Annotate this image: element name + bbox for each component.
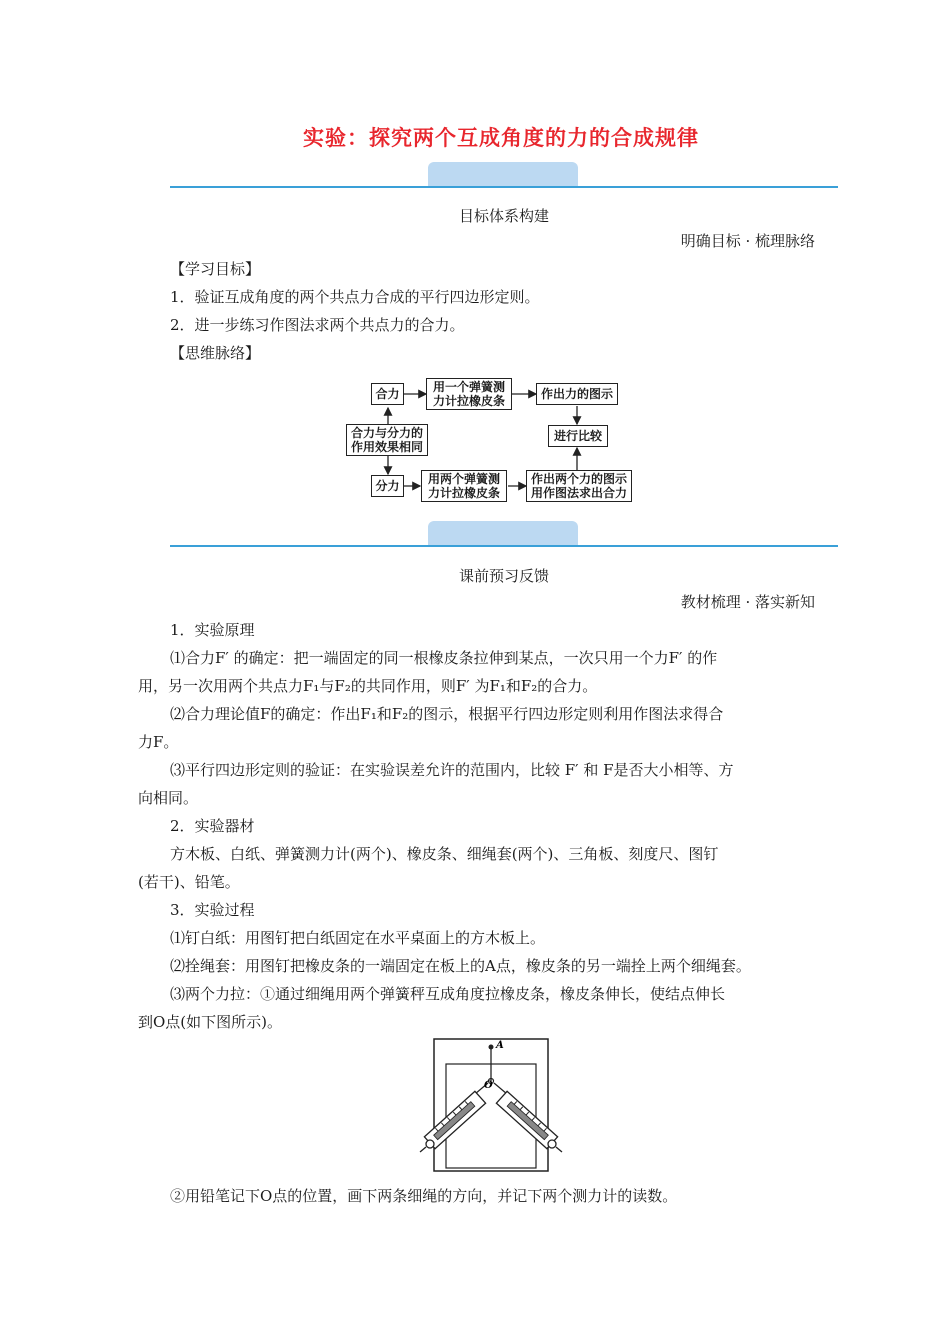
procedure-step-3-line-2: 到O点(如下图所示)。 [138, 1013, 283, 1031]
section-subtitle: 明确目标 · 梳理脉络 [680, 232, 815, 250]
flow-node-draw-one: 作出力的图示 [536, 383, 618, 405]
equipment-heading: 2．实验器材 [170, 817, 255, 835]
flow-node-two-scale: 用两个弹簧测 力计拉橡皮条 [421, 470, 507, 502]
mind-heading: 【思维脉络】 [170, 344, 261, 362]
goal-item: 2．进一步练习作图法求两个共点力的合力。 [170, 316, 465, 334]
procedure-step-3-line-1: ⑶两个力拉：①通过细绳用两个弹簧秤互成角度拉橡皮条，橡皮条伸长，使结点伸长 [170, 985, 726, 1003]
principle-3-line-2: 向相同。 [138, 789, 199, 807]
flow-node-compare: 进行比较 [548, 425, 608, 447]
section-divider [170, 186, 838, 188]
goal-item: 1．验证互成角度的两个共点力合成的平行四边形定则。 [170, 288, 540, 306]
point-o-label: O [484, 1080, 493, 1091]
section-tab [428, 162, 578, 186]
procedure-step-2: ⑵拴绳套：用图钉把橡皮条的一端固定在板上的A点，橡皮条的另一端拴上两个细绳套。 [170, 957, 751, 975]
equipment-line-1: 方木板、白纸、弹簧测力计(两个)、橡皮条、细绳套(两个)、三角板、刻度尺、图钉 [170, 845, 719, 863]
goals-heading: 【学习目标】 [170, 260, 261, 278]
section-tab [428, 521, 578, 545]
flow-node-same-effect: 合力与分力的 作用效果相同 [346, 424, 428, 456]
principle-heading: 1．实验原理 [170, 621, 255, 639]
flow-node-resultant: 合力 [371, 383, 404, 405]
principle-3-line-1: ⑶平行四边形定则的验证：在实验误差允许的范围内，比较 F′ 和 F是否大小相等、方 [170, 761, 734, 779]
section-title: 课前预习反馈 [458, 567, 549, 585]
equipment-line-2: (若干)、铅笔。 [138, 873, 240, 891]
procedure-heading: 3．实验过程 [170, 901, 255, 919]
page-title: 实验：探究两个互成角度的力的合成规律 [303, 125, 699, 150]
principle-1-line-2: 用，另一次用两个共点力F₁与F₂的共同作用，则F′ 为F₁和F₂的合力。 [138, 677, 598, 695]
section-divider [170, 545, 838, 547]
principle-2-line-1: ⑵合力理论值F的确定：作出F₁和F₂的图示，根据平行四边形定则利用作图法求得合 [170, 705, 724, 723]
flow-node-one-scale: 用一个弹簧测 力计拉橡皮条 [426, 378, 512, 410]
procedure-step-3-line-3: ②用铅笔记下O点的位置，画下两条细绳的方向，并记下两个测力计的读数。 [170, 1187, 678, 1205]
section-title: 目标体系构建 [458, 207, 549, 225]
principle-2-line-2: 力F。 [138, 733, 179, 751]
principle-1-line-1: ⑴合力F′ 的确定：把一端固定的同一根橡皮条拉伸到某点，一次只用一个力F′ 的作 [170, 649, 718, 667]
section-subtitle: 教材梳理 · 落实新知 [680, 593, 815, 611]
flow-node-components: 分力 [371, 475, 404, 497]
point-a-label: A [496, 1040, 504, 1051]
experiment-figure [418, 1036, 568, 1176]
flow-node-draw-two: 作出两个力的图示 用作图法求出合力 [526, 470, 632, 502]
procedure-step-1: ⑴钉白纸：用图钉把白纸固定在水平桌面上的方木板上。 [170, 929, 546, 947]
